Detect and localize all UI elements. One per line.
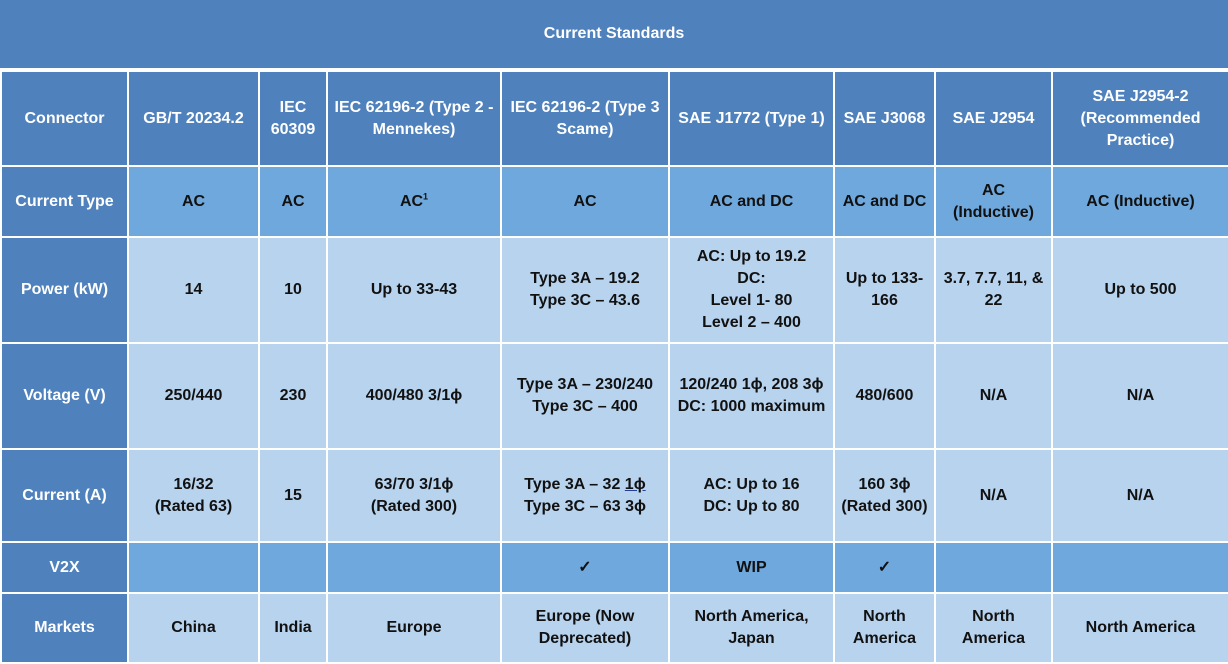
table-cell: AC (Inductive) (1052, 166, 1228, 237)
table-cell: 10 (259, 237, 327, 343)
table-cell: WIP (669, 542, 834, 593)
column-header: IEC 60309 (259, 71, 327, 166)
table-cell: Up to 33-43 (327, 237, 501, 343)
table-cell: 16/32 (Rated 63) (128, 449, 259, 542)
table-cell: N/A (935, 449, 1052, 542)
table-cell: $AC^1$ (327, 166, 501, 237)
column-header: SAE J2954-2 (Recommended Practice) (1052, 71, 1228, 166)
table-cell: North America (1052, 593, 1228, 663)
table-cell: AC (Inductive) (935, 166, 1052, 237)
table-row-voltage (1, 343, 1228, 449)
table-cell (327, 542, 501, 593)
row-header: Power (kW) (1, 237, 128, 343)
checkmark-icon: ✓ (501, 542, 669, 593)
column-header: IEC 62196-2 (Type 2 - Mennekes) (327, 71, 501, 166)
column-header: SAE J3068 (834, 71, 935, 166)
table-cell: Type 3A – 230/240 Type 3C – 400 (501, 343, 669, 449)
row-header: Markets (1, 593, 128, 663)
table-cell: AC (501, 166, 669, 237)
table-cell: North America (834, 593, 935, 663)
table-cell: AC (128, 166, 259, 237)
row-header: V2X (1, 542, 128, 593)
row-header: Current (A) (1, 449, 128, 542)
row-header-connector: Connector (1, 71, 128, 166)
table-cell: Europe (Now Deprecated) (501, 593, 669, 663)
table-cell: AC: Up to 16 DC: Up to 80 (669, 449, 834, 542)
table-cell: 400/480 3/1ϕ (327, 343, 501, 449)
table-cell (935, 542, 1052, 593)
table-cell: AC and DC (834, 166, 935, 237)
header-row (1, 71, 1228, 166)
table-cell: 480/600 (834, 343, 935, 449)
table-row-current-type (1, 166, 1228, 237)
table-cell: Up to 500 (1052, 237, 1228, 343)
table-cell: 250/440 (128, 343, 259, 449)
table-cell: 120/240 1ϕ, 208 3ϕ DC: 1000 maximum (669, 343, 834, 449)
column-header: IEC 62196-2 (Type 3 Scame) (501, 71, 669, 166)
table-row-current (1, 449, 1228, 542)
table-cell: 15 (259, 449, 327, 542)
row-header: Current Type (1, 166, 128, 237)
table-cell: 3.7, 7.7, 11, & 22 (935, 237, 1052, 343)
table-cell: AC (259, 166, 327, 237)
footnote-marker: 1 (423, 191, 429, 202)
table-row-v2x (1, 542, 1228, 593)
table-cell: Type 3A – 32 1ϕ Type 3C – 63 3ϕ (501, 449, 669, 542)
table-row-markets (1, 593, 1228, 663)
table-cell: 14 (128, 237, 259, 343)
column-header: GB/T 20234.2 (128, 71, 259, 166)
table-cell: N/A (1052, 343, 1228, 449)
table-title: Current Standards (0, 0, 1228, 68)
table-cell: AC: Up to 19.2 DC: Level 1- 80 Level 2 – 400 (669, 237, 834, 343)
table-cell: AC and DC (669, 166, 834, 237)
row-header: Voltage (V) (1, 343, 128, 449)
table-cell: Type 3A – 19.2 Type 3C – 43.6 (501, 237, 669, 343)
table-cell (259, 542, 327, 593)
table-cell: N/A (1052, 449, 1228, 542)
table-cell: Europe (327, 593, 501, 663)
table-cell: India (259, 593, 327, 663)
table-cell: China (128, 593, 259, 663)
table-row-power (1, 237, 1228, 343)
table-cell: 230 (259, 343, 327, 449)
column-header: SAE J1772 (Type 1) (669, 71, 834, 166)
table-cell (1052, 542, 1228, 593)
table-cell: 160 3ϕ (Rated 300) (834, 449, 935, 542)
table-cell: Up to 133-166 (834, 237, 935, 343)
table-cell: North America (935, 593, 1052, 663)
table-cell (128, 542, 259, 593)
table-cell: N/A (935, 343, 1052, 449)
table-cell: North America, Japan (669, 593, 834, 663)
table-cell: 63/70 3/1ϕ (Rated 300) (327, 449, 501, 542)
checkmark-icon: ✓ (834, 542, 935, 593)
column-header: SAE J2954 (935, 71, 1052, 166)
standards-table (0, 70, 1228, 664)
